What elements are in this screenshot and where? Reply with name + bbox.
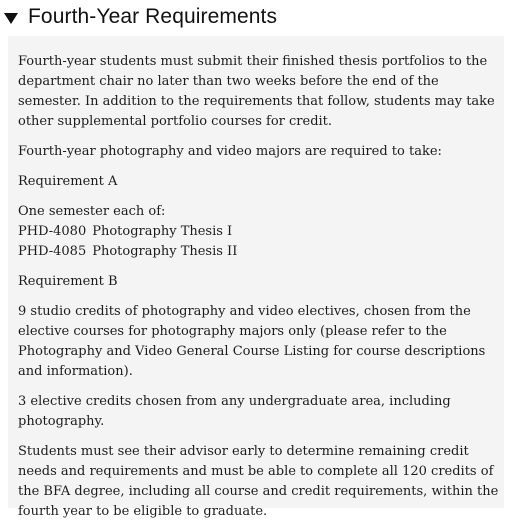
course-name: Photography Thesis II [92,244,238,259]
section-content [8,36,504,519]
intro-paragraph: Fourth-year students must submit their finished thesis portfolios to the department chair no later than two weeks before the end of the semester. In addition to the requirements that follow, students may take other supplemental portfolio courses for credit. [18,54,495,129]
elective-credits-paragraph: 3 elective credits chosen from any undergraduate area, including photography. [18,394,451,429]
collapse-triangle-icon[interactable] [4,13,18,24]
closing-paragraph: Students must see their advisor early to determine remaining credit needs and requirements and must be able to complete all 120 credits of the BFA degree, including all course and credit requirements, within the fourth year to be eligible to graduate. [18,444,499,519]
section-title[interactable]: Fourth-Year Requirements [28,5,278,28]
course-code: PHD-4085 [18,244,87,259]
requirement-a-heading: Requirement A [18,174,118,189]
course-code: PHD-4080 [18,224,87,239]
course-item [18,242,504,262]
course-item [18,222,504,242]
course-name: Photography Thesis I [92,224,233,239]
studio-credits-paragraph: 9 studio credits of photography and video electives, chosen from the elective courses for photography majors only (please refer to the Photography and Video General Course Listing for course descriptions and information). [18,304,486,379]
requirement-a-courses [18,202,504,262]
requirement-a-lead: One semester each of: [18,204,166,219]
requirement-b-heading: Requirement B [18,274,118,289]
majors-note: Fourth-year photography and video majors are required to take: [18,144,442,159]
section-header[interactable] [0,0,507,40]
